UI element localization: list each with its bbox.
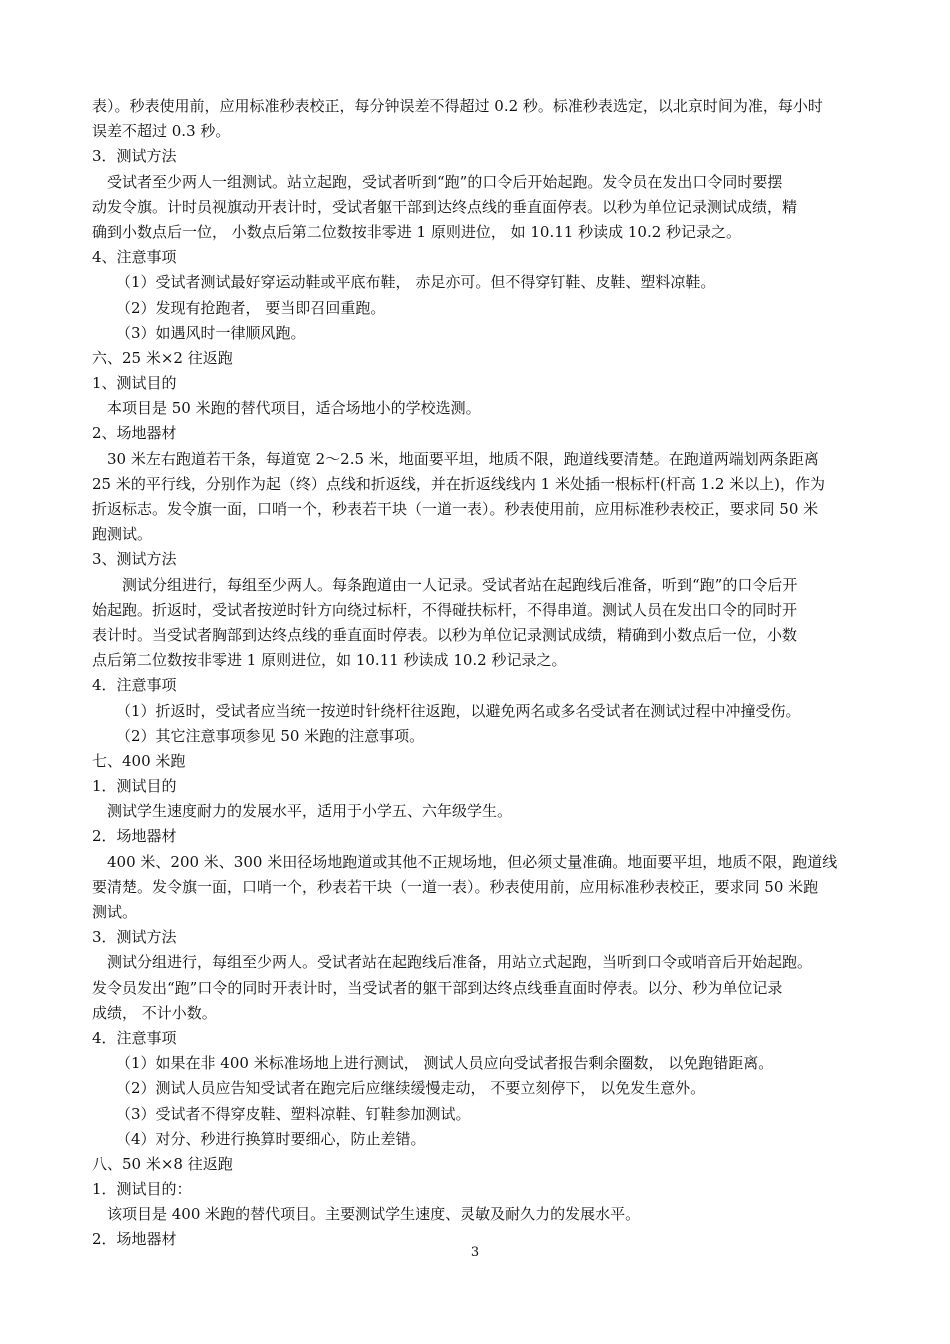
text-line: 4．注意事项	[92, 1028, 177, 1047]
text-line: （2）其它注意事项参见 50 米跑的注意事项。	[116, 726, 425, 745]
text-line: （2）发现有抢跑者， 要当即召回重跑。	[116, 298, 386, 317]
text-line: 点后第二位数按非零进 1 原则进位，如 10.11 秒读成 10.2 秒记录之。	[92, 651, 567, 670]
text-line: 表）。秒表使用前，应用标准秒表校正，每分钟误差不得超过 0.2 秒。标准秒表选定，以北京时间为准，每小时	[92, 97, 823, 115]
text-line: （1）受试者测试最好穿运动鞋或平底布鞋， 赤足亦可。但不得穿钉鞋、皮鞋、塑料凉鞋。	[116, 273, 716, 292]
text-line: 该项目是 400 米跑的替代项目。主要测试学生速度、灵敏及耐久力的发展水平。	[107, 1205, 641, 1224]
text-line: 折返标志。发令旗一面，口哨一个，秒表若干块（一道一表）。秒表使用前，应用标准秒表校正，要求同 50 米	[92, 500, 819, 518]
text-line: 25 米的平行线，分别作为起（终）点线和折返线，并在折返线线内 1 米处插一根标杆(杆高 1.2 米以上)，作为	[92, 474, 826, 493]
text-line: 30 米左右跑道若干条，每道宽 2～2.5 米，地面要平坦，地质不限，跑道线要清楚。在跑道两端划两条距离	[107, 449, 819, 468]
text-line: 八、50 米×8 往返跑	[92, 1154, 233, 1173]
text-line: 成绩， 不计小数。	[92, 1003, 217, 1022]
text-line: 2、场地器材	[92, 424, 177, 443]
text-line: 1、测试目的	[92, 374, 177, 393]
text-line: （4）对分、秒进行换算时要细心，防止差错。	[116, 1129, 426, 1148]
text-line: （2）测试人员应告知受试者在跑完后应继续缓慢走动， 不要立刻停下， 以免发生意外。	[116, 1079, 706, 1098]
text-line: 测试。	[92, 903, 138, 921]
text-line: 动发令旗。计时员视旗动开表计时，受试者躯干部到达终点线的垂直面停表。以秒为单位记录测试成绩，精	[92, 197, 798, 216]
text-line: 受试者至少两人一组测试。站立起跑，受试者听到“跑”的口令后开始起跑。发令员在发出口令同时要摆	[107, 172, 783, 191]
text-line: 始起跑。折返时，受试者按逆时针方向绕过标杆，不得碰扶标杆，不得串道。测试人员在发出口令的同时开	[92, 600, 798, 619]
document-body	[92, 94, 862, 1253]
text-line: 七、400 米跑	[92, 751, 186, 770]
text-line: （3）受试者不得穿皮鞋、塑料凉鞋、钉鞋参加测试。	[116, 1104, 471, 1123]
text-line: 发令员发出“跑”口令的同时开表计时，当受试者的躯干部到达终点线垂直面时停表。以分、秒为单位记录	[92, 978, 783, 997]
text-line: 测试分组进行，每组至少两人。受试者站在起跑线后准备，用站立式起跑，当听到口令或哨音后开始起跑。	[107, 953, 813, 972]
text-line: 1．测试目的：	[92, 1180, 192, 1199]
text-line: （1）如果在非 400 米标准场地上进行测试， 测试人员应向受试者报告剩余圈数， 以免跑错距离。	[116, 1054, 774, 1073]
text-line: （3）如遇风时一律顺风跑。	[116, 323, 306, 342]
text-line: 确到小数点后一位， 小数点后第二位数按非零进 1 原则进位， 如 10.11 秒读成 10.2 秒记录之。	[92, 222, 742, 241]
text-line: 表计时。当受试者胸部到达终点线的垂直面时停表。以秒为单位记录测试成绩，精确到小数点后一位，小数	[92, 625, 798, 644]
text-line: 4．注意事项	[92, 676, 177, 695]
text-line: （1）折返时，受试者应当统一按逆时针绕杆往返跑，以避免两名或多名受试者在测试过程中冲撞受伤。	[116, 701, 801, 720]
text-line: 1．测试目的	[92, 777, 177, 796]
text-line: 3．测试方法	[92, 147, 177, 166]
text-line: 误差不超过 0.3 秒。	[92, 122, 231, 141]
text-line: 跑测试。	[92, 525, 153, 544]
page-number: 3	[470, 1245, 480, 1260]
text-line: 2．场地器材	[92, 827, 177, 846]
text-line: 要清楚。发令旗一面，口哨一个，秒表若干块（一道一表）。秒表使用前，应用标准秒表校正，要求同 50 米跑	[92, 877, 819, 896]
text-line: 测试分组进行，每组至少两人。每条跑道由一人记录。受试者站在起跑线后准备，听到“跑”的口令后开	[122, 575, 798, 594]
text-line: 400 米、200 米、300 米田径场地跑道或其他不正规场地，但必须丈量准确。地面要平坦，地质不限，跑道线	[107, 852, 838, 871]
text-line: 3、测试方法	[92, 550, 177, 569]
text-line: 2．场地器材	[92, 1230, 177, 1249]
text-line: 本项目是 50 米跑的替代项目，适合场地小的学校选测。	[107, 399, 481, 418]
text-line: 六、25 米×2 往返跑	[92, 348, 233, 367]
text-line: 4、注意事项	[92, 248, 177, 267]
text-line: 测试学生速度耐力的发展水平，适用于小学五、六年级学生。	[107, 802, 513, 821]
text-line: 3．测试方法	[92, 928, 177, 947]
